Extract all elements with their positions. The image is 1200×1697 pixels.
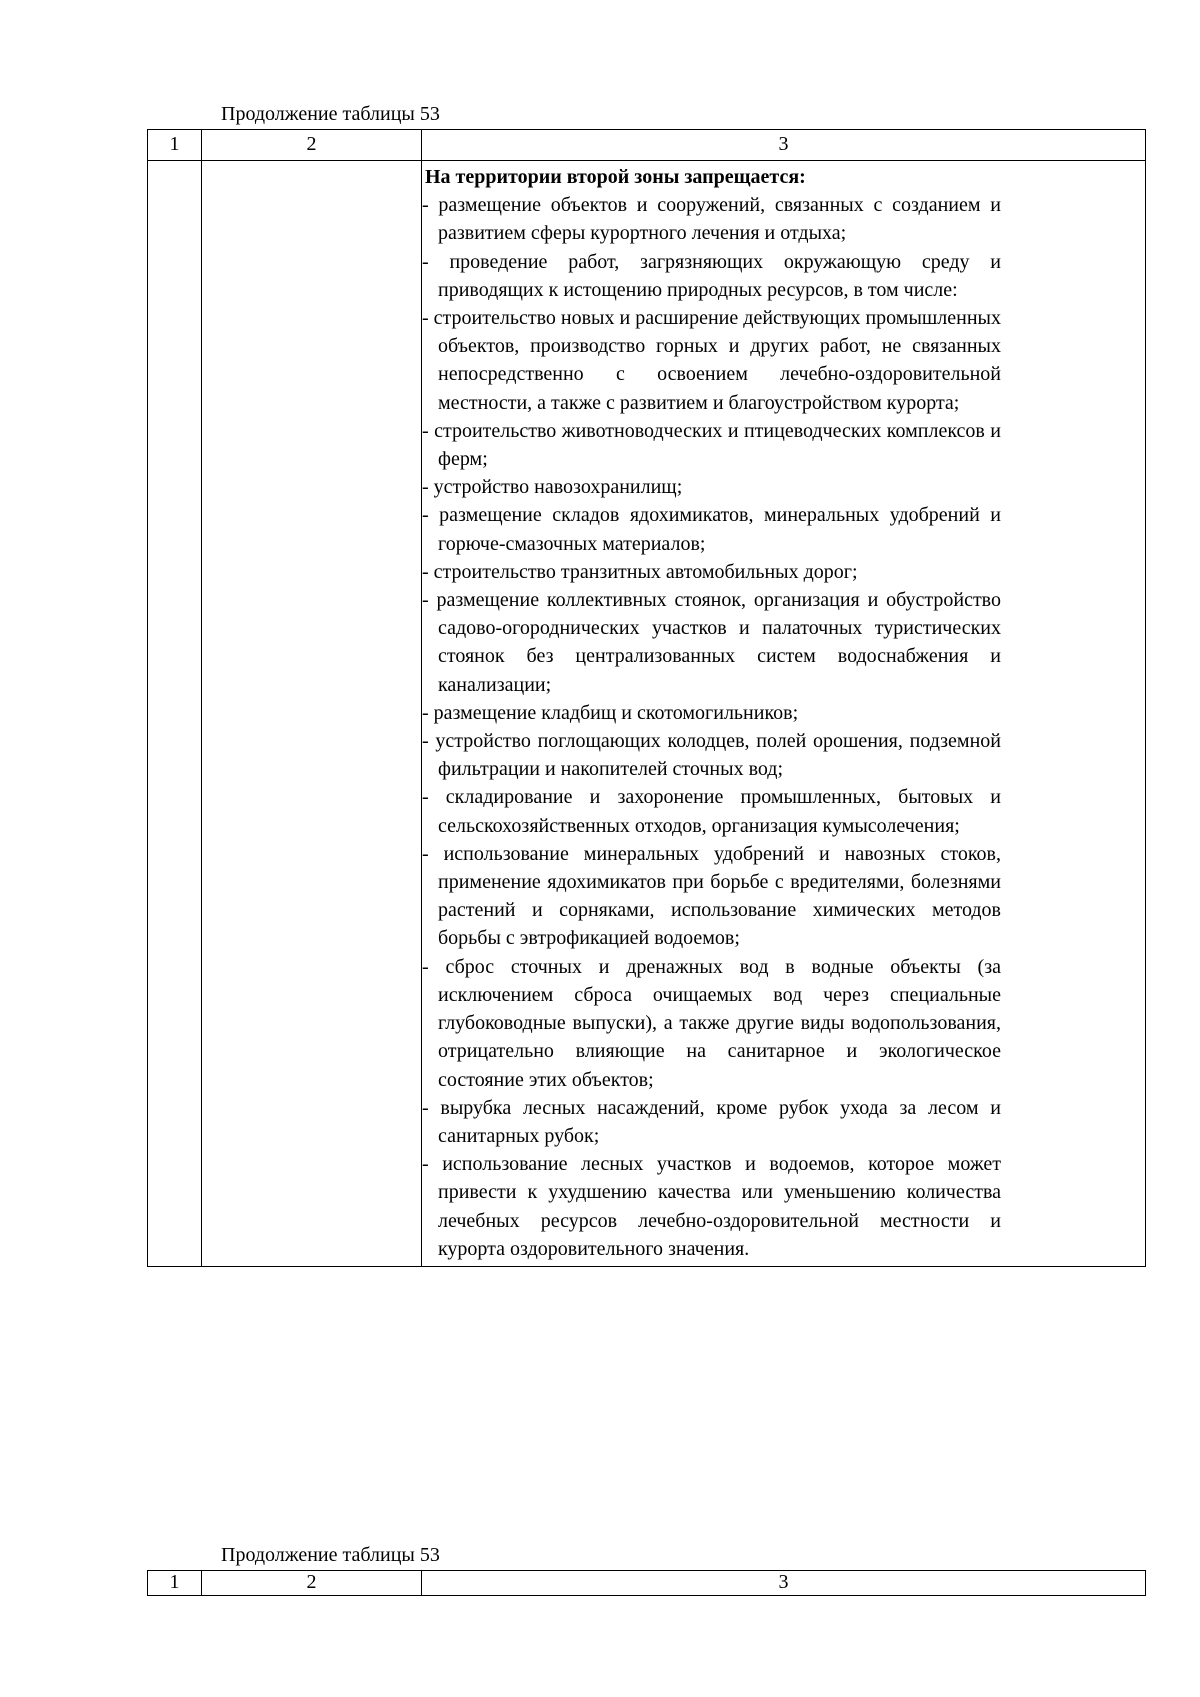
column-header-1: 1 xyxy=(148,130,202,161)
column-header-2: 2 xyxy=(202,130,422,161)
list-item: - размещение коллективных стоянок, организация и обустройство садово-огороднических участков и палаточных туристических стоянок без централизованных систем водоснабжения и канализации; xyxy=(422,589,1001,696)
list-item: - устройство поглощающих колодцев, полей орошения, подземной фильтрации и накопителей сточных вод; xyxy=(422,730,1001,781)
list-item: - использование лесных участков и водоемов, которое может привести к ухудшению качества или уменьшению количества лечебных ресурсов лечебно-оздоровительной местности и курорта оздоровительного значения. xyxy=(422,1153,1001,1260)
cell-col-1 xyxy=(148,161,202,1267)
cell-col-3 xyxy=(422,161,1146,1267)
column-header-1: 1 xyxy=(148,1571,202,1596)
column-header-2: 2 xyxy=(202,1571,422,1596)
list-item: - размещение складов ядохимикатов, минеральных удобрений и горюче-смазочных материалов; xyxy=(422,504,1001,555)
table-header-row xyxy=(148,1571,1146,1596)
table-caption: Продолжение таблицы 53 xyxy=(221,1544,440,1566)
table-row xyxy=(148,161,1146,1267)
cell-col-2 xyxy=(202,161,422,1267)
list-item: - размещение объектов и сооружений, связанных с созданием и развитием сферы курортного лечения и отдыха; xyxy=(422,194,1001,245)
list-item: - строительство транзитных автомобильных дорог; xyxy=(422,560,858,583)
continuation-table xyxy=(147,129,1146,1267)
list-item: - использование минеральных удобрений и навозных стоков, применение ядохимикатов при борьбе с вредителями, болезнями растений и сорняками, использование химических методов борьбы с эвтрофикацией водоемов; xyxy=(422,842,1001,950)
column-header-3: 3 xyxy=(422,130,1146,161)
list-item: - устройство навозохранилищ; xyxy=(422,476,683,499)
list-item: - проведение работ, загрязняющих окружающую среду и приводящих к истощению природных ресурсов, в том числе: xyxy=(422,250,1001,301)
column-header-3: 3 xyxy=(422,1571,1146,1596)
list-item: - размещение кладбищ и скотомогильников; xyxy=(422,701,799,724)
list-item: - строительство новых и расширение действующих промышленных объектов, производство горных и других работ, не связанных непосредственно с освоением лечебно-оздоровительной местности, а также с развитием и благоустройством курорта; xyxy=(422,307,1001,414)
table-header-row xyxy=(148,130,1146,161)
continuation-table-next xyxy=(147,1570,1146,1596)
list-item: - сброс сточных и дренажных вод в водные объекты (за исключением сброса очищаемых вод через специальные глубоководные выпуски), а также другие виды водопользования, отрицательно влияющие на санитарное и экологическое состояние этих объектов; xyxy=(422,955,1001,1091)
table-caption: Продолжение таблицы 53 xyxy=(221,103,440,125)
restrictions-list xyxy=(422,161,1145,1266)
zone-title: На территории второй зоны запрещается: xyxy=(425,166,806,188)
list-item: - вырубка лесных насаждений, кроме рубок ухода за лесом и санитарных рубок; xyxy=(422,1096,1001,1147)
list-item: - складирование и захоронение промышленных, бытовых и сельскохозяйственных отходов, организация кумысолечения; xyxy=(422,786,1001,837)
list-item: - строительство животноводческих и птицеводческих комплексов и ферм; xyxy=(422,419,1001,471)
